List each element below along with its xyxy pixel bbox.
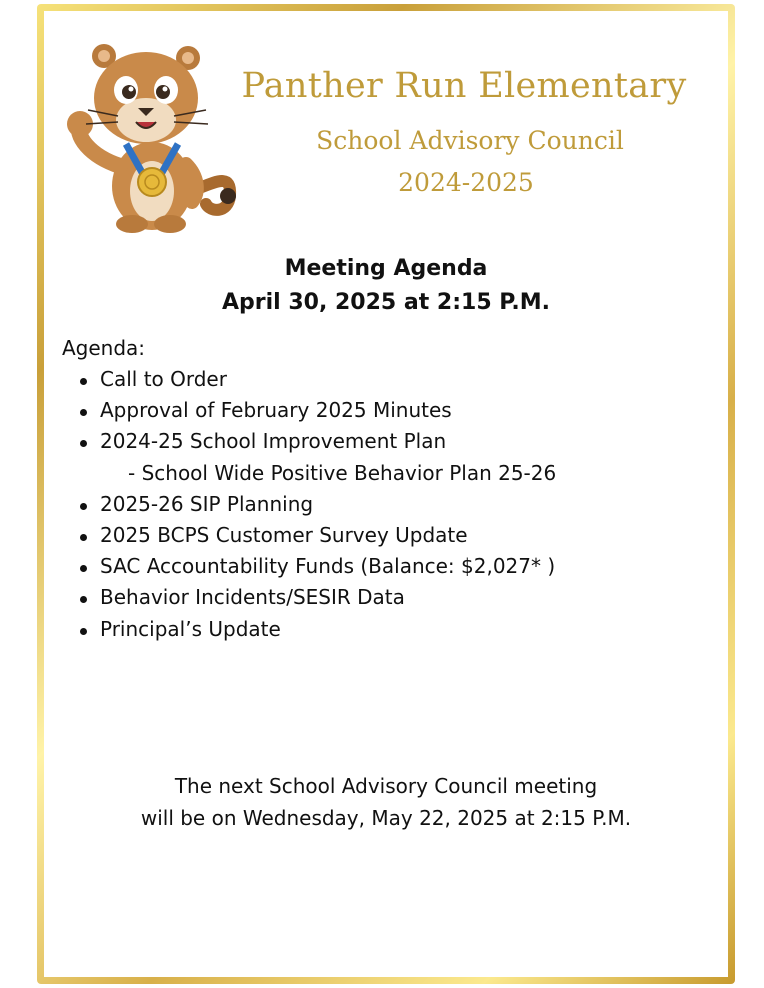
agenda-item: 2025-26 SIP Planning <box>78 491 718 522</box>
next-meeting-line-2: will be on Wednesday, May 22, 2025 at 2:15 P.M. <box>140 806 632 830</box>
school-name: Panther Run Elementary <box>241 66 687 106</box>
agenda-item: 2024-25 School Improvement Plan <box>78 428 718 459</box>
agenda-sub-item: - School Wide Positive Behavior Plan 25-26 <box>128 460 557 485</box>
agenda-item: SAC Accountability Funds (Balance: $2,027* ) <box>78 553 718 584</box>
council-name: School Advisory Council <box>316 126 624 155</box>
agenda-item: Approval of February 2025 Minutes <box>78 397 718 428</box>
agenda-item: Principal’s Update <box>78 616 718 647</box>
school-year: 2024-2025 <box>398 168 534 197</box>
meeting-agenda-title: Meeting Agenda <box>284 256 488 281</box>
agenda-list <box>78 366 718 647</box>
agenda-item: Call to Order <box>78 366 718 397</box>
next-meeting-line-1: The next School Advisory Council meeting <box>174 774 598 798</box>
agenda-label: Agenda: <box>62 336 146 360</box>
meeting-date: April 30, 2025 at 2:15 P.M. <box>222 290 550 315</box>
panther-mascot-icon <box>60 36 238 236</box>
next-meeting-notice <box>70 770 702 834</box>
agenda-item: Behavior Incidents/SESIR Data <box>78 584 718 615</box>
agenda-item: 2025 BCPS Customer Survey Update <box>78 522 718 553</box>
